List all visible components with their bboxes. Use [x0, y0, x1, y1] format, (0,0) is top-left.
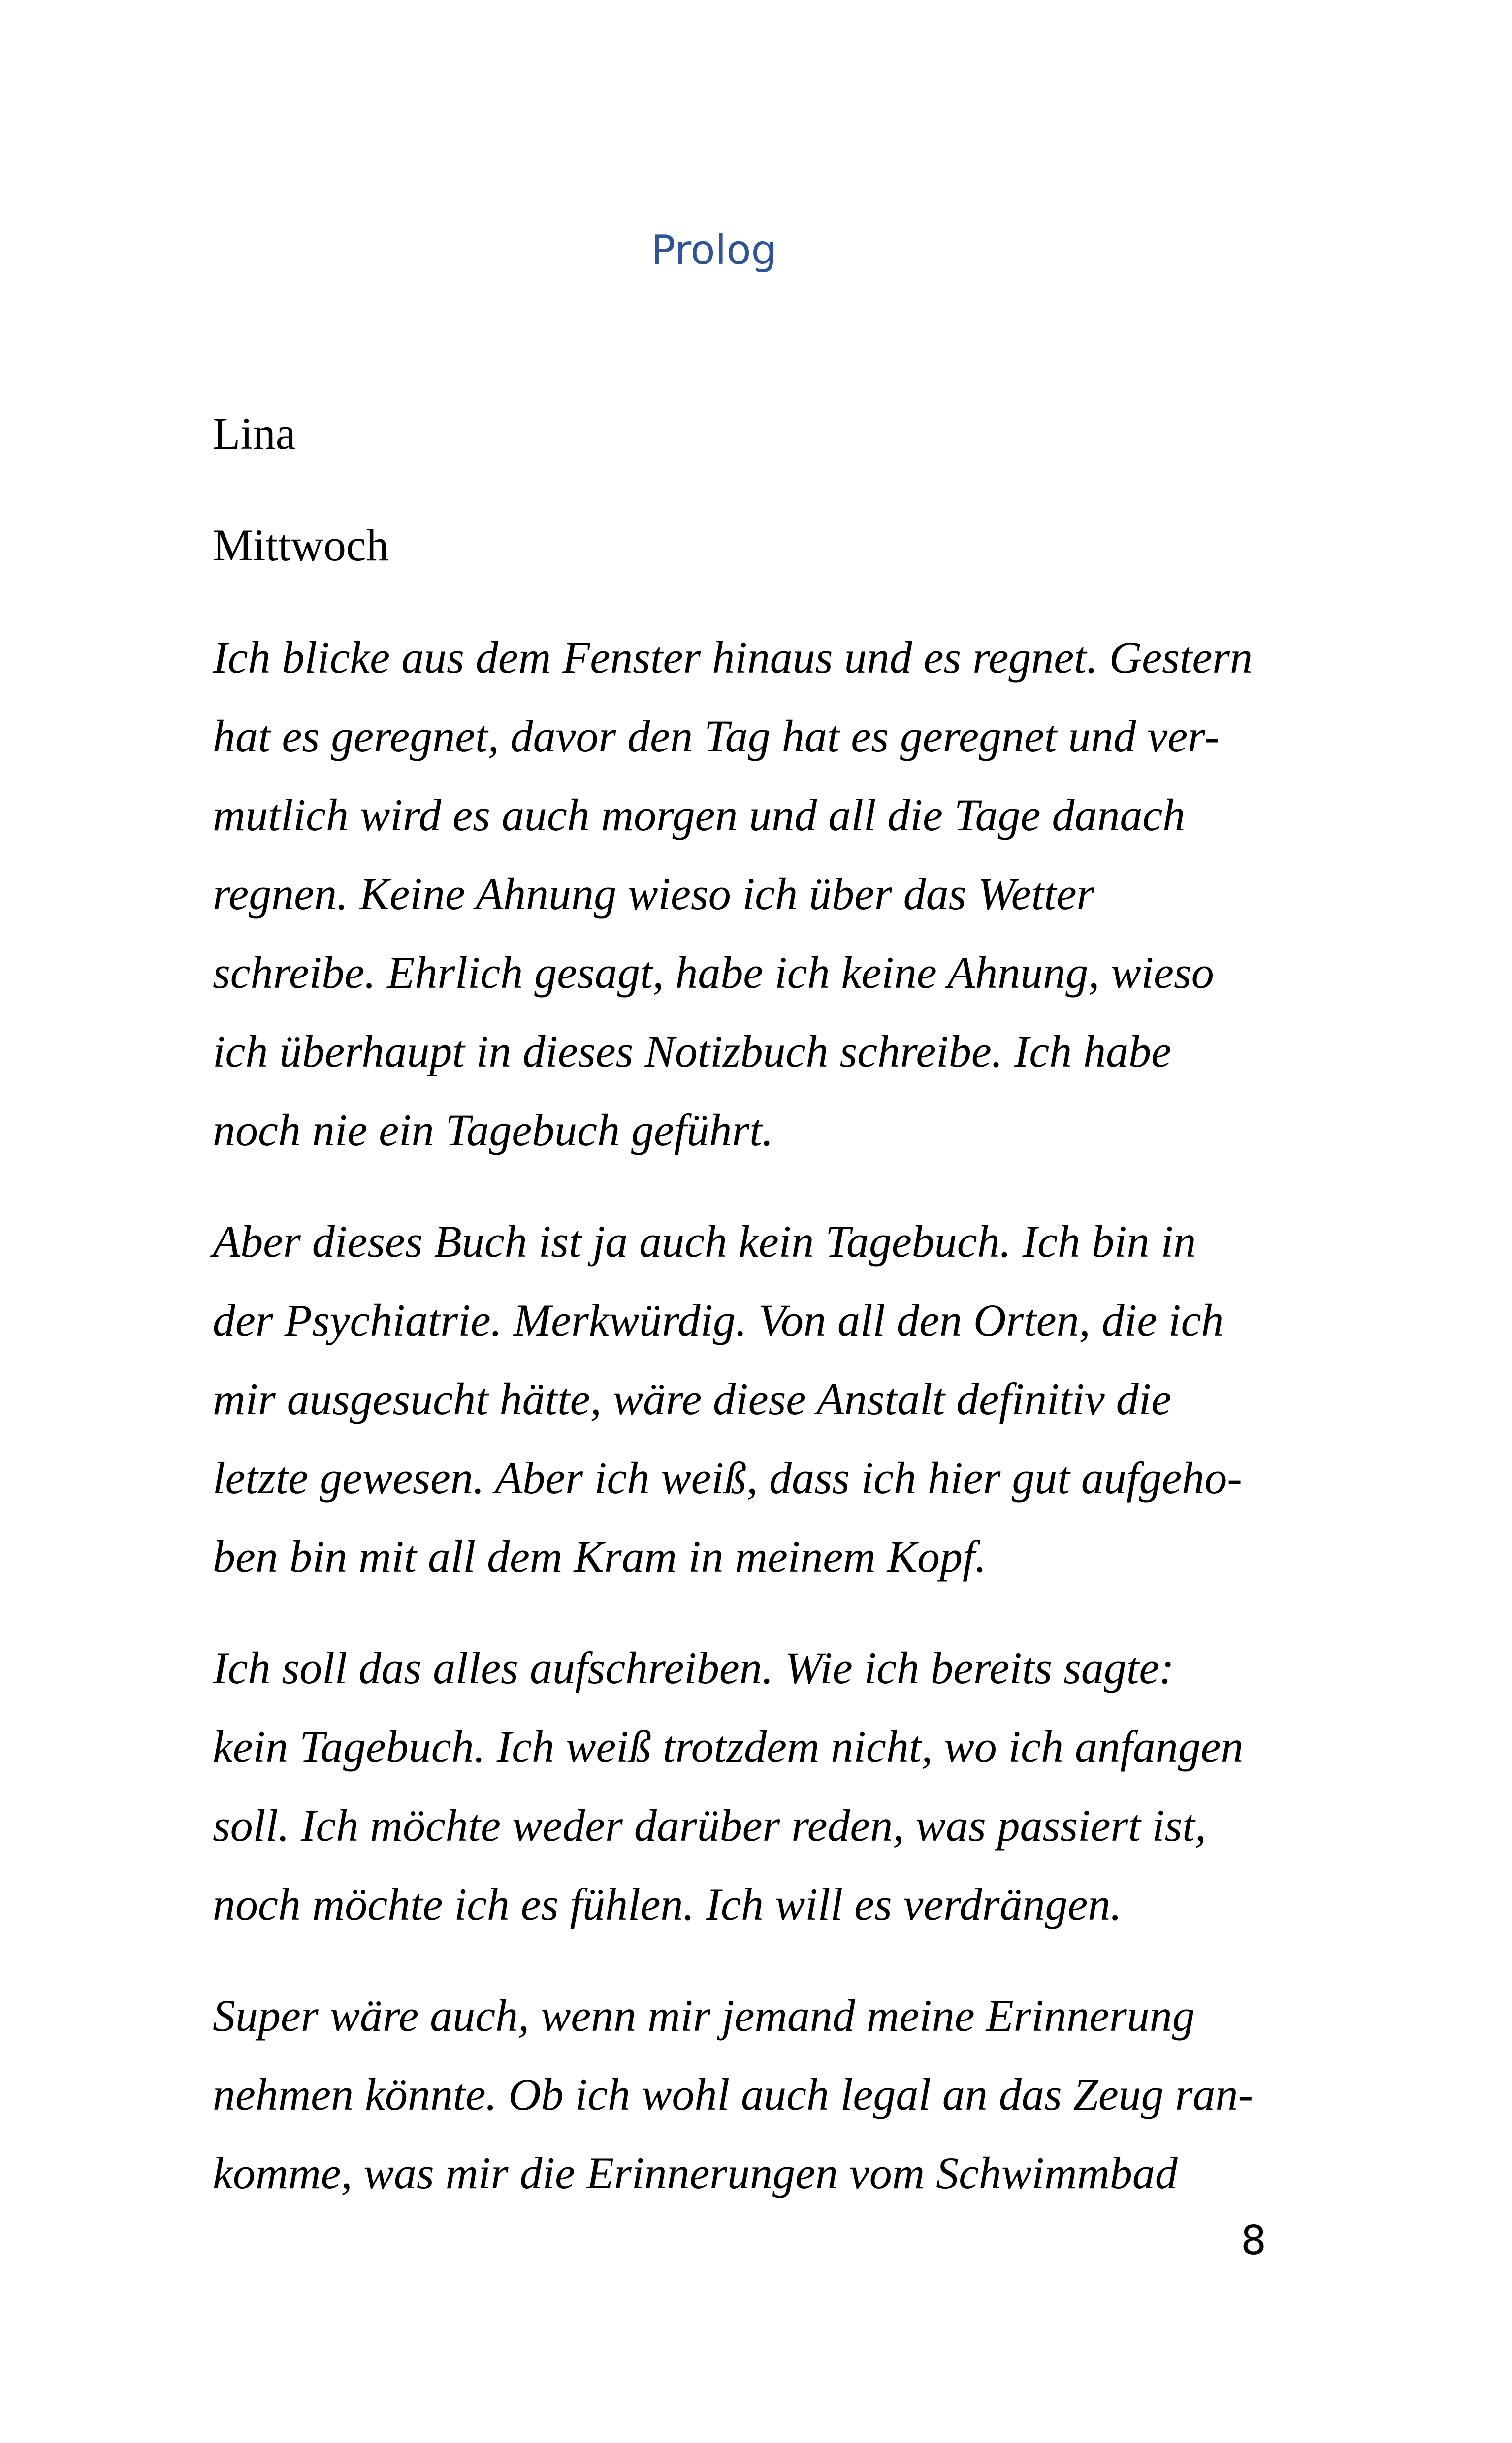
text-line: ben bin mit all dem Kram in meinem Kopf. — [213, 1531, 987, 1582]
paragraph-4 — [213, 1976, 1316, 2213]
text-line: schreibe. Ehrlich gesagt, habe ich keine Ahnung, wieso — [213, 947, 1214, 998]
text-line: Super wäre auch, wenn mir jemand meine Erinnerung — [213, 1990, 1195, 2041]
diary-text — [213, 618, 1316, 2245]
paragraph-1 — [213, 618, 1316, 1170]
text-line: mutlich wird es auch morgen und all die Tage danach — [213, 790, 1186, 840]
text-line: letzte gewesen. Aber ich weiß, dass ich hier gut aufgeho- — [213, 1453, 1242, 1503]
chapter-title: Prolog — [651, 227, 777, 274]
text-line: hat es geregnet, davor den Tag hat es geregnet und ver- — [213, 711, 1220, 761]
text-line: Ich blicke aus dem Fenster hinaus und es regnet. Gestern — [213, 632, 1253, 683]
text-line: der Psychiatrie. Merkwürdig. Von all den Orten, die ich — [213, 1295, 1224, 1345]
text-line: kein Tagebuch. Ich weiß trotzdem nicht, wo ich anfangen — [213, 1722, 1244, 1772]
text-line: mir ausgesucht hätte, wäre diese Anstalt definitiv die — [213, 1374, 1172, 1424]
narrator-name: Lina — [213, 408, 296, 458]
paragraph-2 — [213, 1202, 1316, 1596]
page-number: 8 — [1241, 2217, 1267, 2264]
text-line: regnen. Keine Ahnung wieso ich über das Wetter — [213, 869, 1094, 919]
text-line: ich überhaupt in dieses Notizbuch schreibe. Ich habe — [213, 1026, 1172, 1076]
text-line: noch nie ein Tagebuch geführt. — [213, 1105, 773, 1155]
text-line: komme, was mir die Erinnerungen vom Schwimmbad — [213, 2148, 1178, 2198]
text-line: Aber dieses Buch ist ja auch kein Tagebuch. Ich bin in — [213, 1216, 1196, 1267]
text-line: soll. Ich möchte weder darüber reden, was passiert ist, — [213, 1800, 1206, 1851]
paragraph-3 — [213, 1629, 1316, 1944]
text-line: Ich soll das alles aufschreiben. Wie ich bereits sagte: — [213, 1643, 1174, 1693]
day-heading: Mittwoch — [213, 520, 389, 570]
text-line: noch möchte ich es fühlen. Ich will es verdrängen. — [213, 1879, 1122, 1929]
text-line: nehmen könnte. Ob ich wohl auch legal an das Zeug ran- — [213, 2069, 1254, 2119]
